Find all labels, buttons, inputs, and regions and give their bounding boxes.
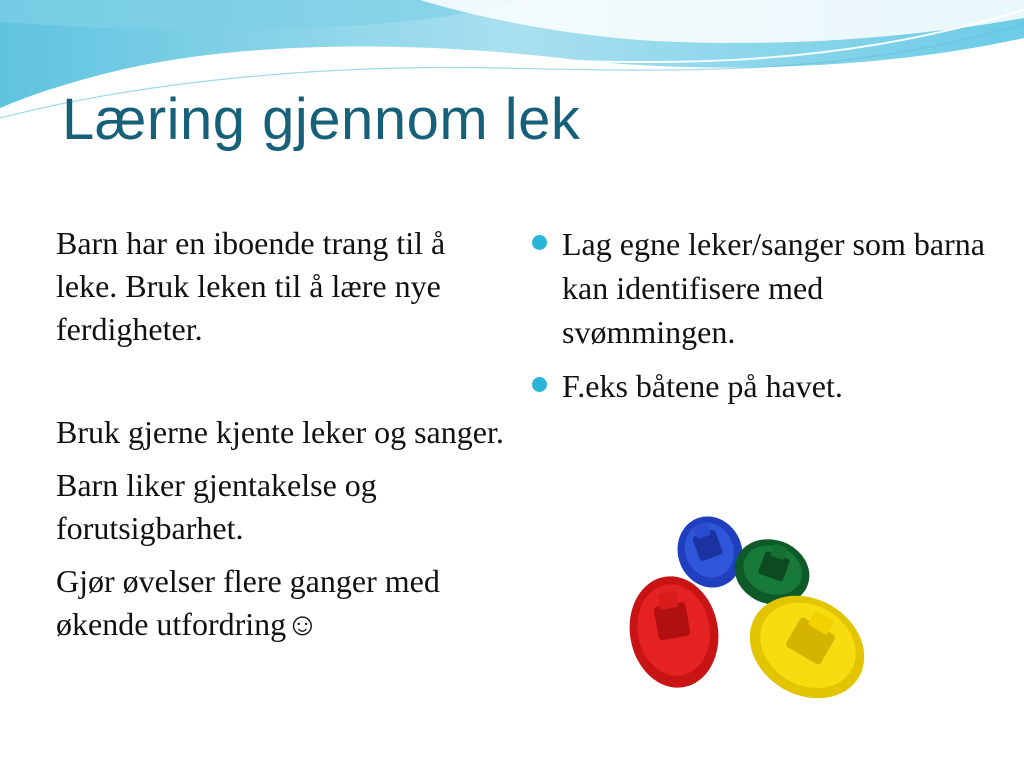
toy-boats-image — [622, 482, 872, 727]
bullet-dot-icon — [532, 377, 547, 392]
bullet-list — [530, 222, 1000, 408]
left-paragraph-3: Barn liker gjentakelse og forutsigbarhet. — [56, 467, 377, 546]
left-paragraph-4: Gjør øvelser flere ganger med økende utfordring☺ — [56, 563, 440, 642]
bullet-text-2: F.eks båtene på havet. — [562, 368, 843, 404]
left-text-column — [56, 222, 506, 646]
right-bullet-column — [530, 222, 1000, 418]
bullet-item-1 — [530, 222, 1000, 354]
slide-title: Læring gjennom lek — [62, 87, 581, 152]
left-paragraph-2: Bruk gjerne kjente leker og sanger. — [56, 414, 504, 450]
bullet-item-2 — [530, 364, 1000, 408]
red-boat-icon — [622, 569, 727, 695]
bullet-dot-icon — [532, 235, 547, 250]
left-paragraph-1: Barn har en iboende trang til å leke. Bruk leken til å lære nye ferdigheter. — [56, 225, 446, 347]
bullet-text-1: Lag egne leker/sanger som barna kan identifisere med svømmingen. — [562, 226, 985, 350]
